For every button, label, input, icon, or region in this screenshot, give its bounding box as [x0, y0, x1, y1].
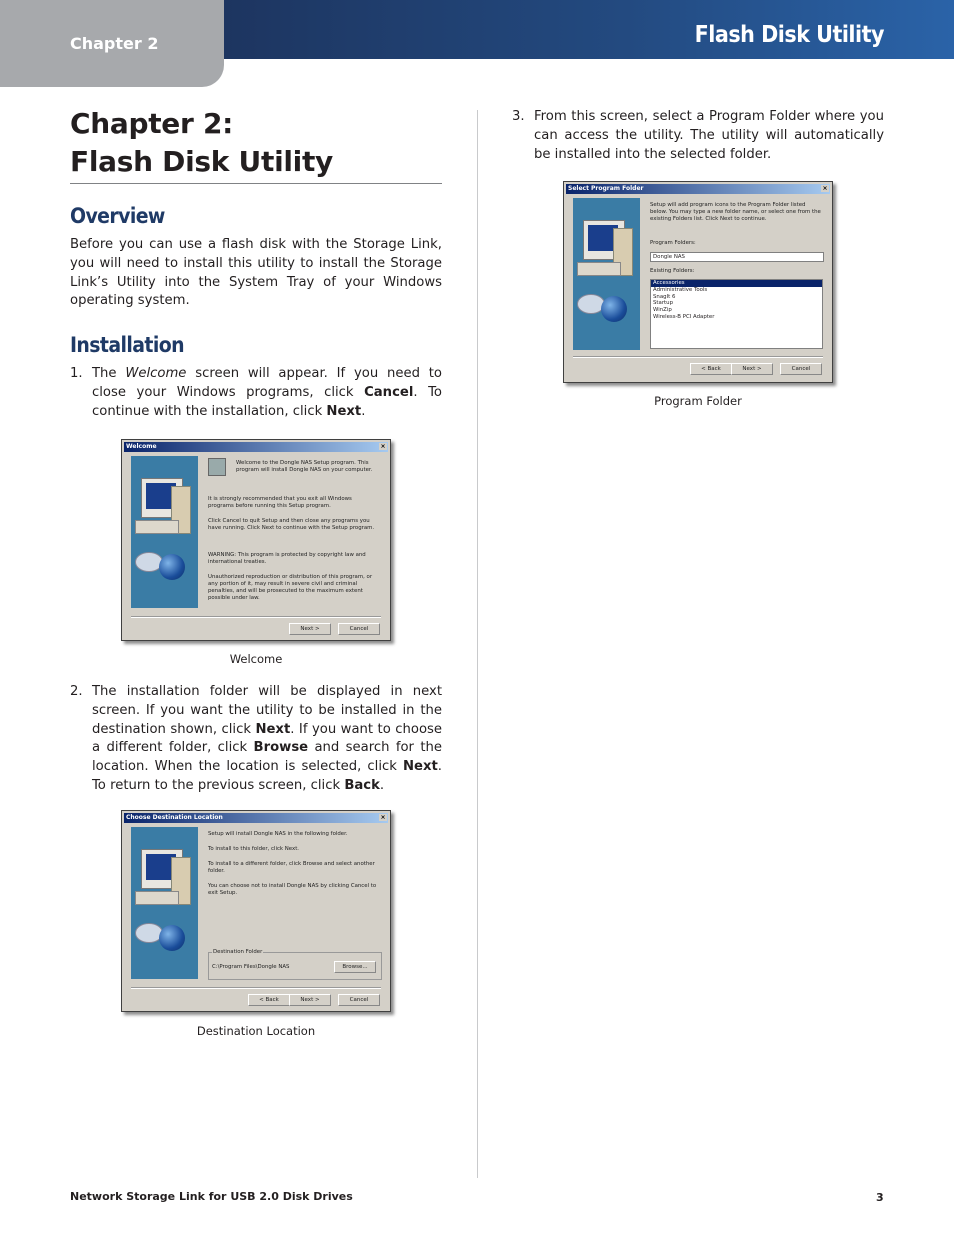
page-number: 3: [876, 1191, 884, 1204]
list-item: SnagIt 6: [653, 293, 676, 300]
close-icon: ×: [380, 814, 386, 821]
next-button: Next >: [289, 623, 331, 635]
caption-program-folder: Program Folder: [654, 394, 742, 408]
next-button: Next >: [731, 363, 773, 375]
caption-destination: Destination Location: [196, 1024, 316, 1038]
setup-computer-icon: [208, 458, 226, 476]
chapter-tab-label: Chapter 2: [70, 34, 159, 53]
next-button: Next >: [289, 994, 331, 1006]
back-button: < Back: [690, 363, 732, 375]
dialog-title-bar: Select Program Folder ×: [566, 184, 830, 194]
section-title: Flash Disk Utility: [694, 22, 884, 48]
program-folder-input: Dongle NAS: [650, 252, 824, 262]
cancel-button: Cancel: [338, 994, 380, 1006]
browse-button: Browse...: [334, 961, 376, 973]
setup-artwork: [573, 198, 640, 350]
page-title: Chapter 2: Flash Disk Utility: [70, 105, 442, 184]
setup-artwork: [131, 456, 198, 608]
existing-folders-list: [650, 279, 823, 349]
list-item: Startup: [653, 300, 674, 307]
list-item: Accessories: [651, 280, 822, 287]
step-3: 3. From this screen, select a Program Folder where you can access the utility. The utility will automatically be installed into the selected folder.: [512, 109, 884, 162]
list-item: Wireless-B PCI Adapter: [653, 313, 715, 320]
section-header-bar: [224, 0, 954, 59]
footer-doc-title: Network Storage Link for USB 2.0 Disk Drives: [70, 1190, 353, 1203]
step-2: 2. The installation folder will be displayed in next screen. If you want the utility to be installed in the destination shown, click Next. If you want to choose a different folder, click Browse and search for the location. When the location is selected, click Next. To return to the previous screen, click Back.: [70, 684, 442, 793]
caption-welcome: Welcome: [229, 652, 283, 666]
dialog-title-bar: Choose Destination Location ×: [124, 813, 388, 823]
list-item: Administrative Tools: [653, 286, 708, 293]
dialog-title-bar: Welcome ×: [124, 442, 388, 452]
destination-path: C:\Program Files\Dongle NAS: [212, 964, 290, 970]
setup-artwork: [131, 827, 198, 979]
column-divider: [477, 110, 478, 1178]
welcome-dialog-screenshot: Welcome × Welcome to the Dongle NAS Setup program. This program will install Dongle NAS on your computer. It is strongly recommended that you exit all Windows programs before running this Setup program. Click Cancel to quit Setup and then close any programs you have running. Click Next to continue with the Setup program. WARNING: This program is protected by copyright law and international treaties. Unauthorized reproduction or distribution of this program, or any portion of it, may result in severe civil and criminal penalties, and will be prosecuted to the maximum extent possible under law. Next > Cancel: [121, 439, 391, 641]
cancel-button: Cancel: [780, 363, 822, 375]
chapter-tab: [0, 0, 224, 87]
list-item: WinZip: [653, 307, 672, 314]
installation-heading: Installation: [70, 333, 184, 358]
close-icon: ×: [822, 185, 828, 192]
program-folder-dialog-screenshot: Select Program Folder × Setup will add program icons to the Program Folder listed below. You may type a new folder name, or select one from the existing Folders list. Click Next to continue. Program Folders: Dongle NAS Existing Folders: Accessories Administrative Tools SnagIt 6 Startup WinZip Wireless-B PCI Adapter < Back Next > Cancel: [563, 181, 833, 383]
cancel-button: Cancel: [338, 623, 380, 635]
overview-heading: Overview: [70, 204, 165, 228]
left-column: [70, 105, 442, 422]
back-button: < Back: [248, 994, 290, 1006]
step-1: 1. The Welcome screen will appear. If you need to close your Windows programs, click Cancel. To continue with the installation, click Next.: [70, 366, 442, 419]
close-icon: ×: [380, 443, 386, 450]
overview-text: Before you can use a flash disk with the Storage Link, you will need to install this utility to install the Storage Link’s Utility into the System Tray of your Windows operating system.: [70, 237, 442, 309]
destination-dialog-screenshot: Choose Destination Location × Setup will install Dongle NAS in the following folder. To install to this folder, click Next. To install to a different folder, click Browse and select another folder. You can choose not to install Dongle NAS by clicking Cancel to exit Setup. Destination Folder C:\Program Files\Dongle NAS Browse... < Back Next > Cancel: [121, 810, 391, 1012]
